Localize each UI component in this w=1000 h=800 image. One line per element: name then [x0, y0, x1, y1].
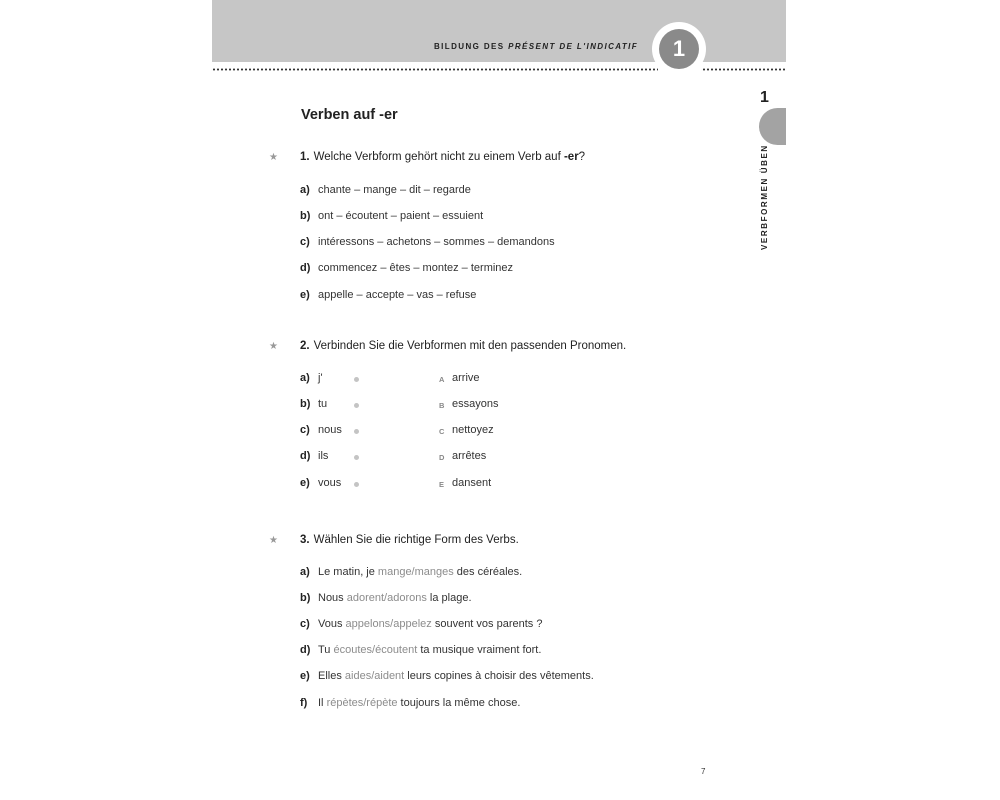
match-verb-form: nettoyez	[452, 424, 494, 436]
page-number: 7	[701, 767, 706, 776]
instruction-text: Verbinden Sie die Verbformen mit den passenden Pronomen.	[313, 340, 627, 352]
pronoun: ils	[318, 450, 329, 462]
dotted-divider-left	[212, 68, 658, 71]
match-connector-dot[interactable]	[354, 429, 359, 434]
verb-choice[interactable]: aides/aident	[344, 670, 405, 682]
instruction-bold: -er	[563, 151, 579, 163]
exercise-number: 3.	[300, 534, 310, 546]
item-label: b)	[300, 398, 311, 410]
verb-choice[interactable]: adorent/adorons	[346, 592, 427, 604]
item-label: d)	[300, 262, 311, 274]
match-connector-dot[interactable]	[354, 403, 359, 408]
verb-choice[interactable]: appelons/appelez	[345, 618, 432, 630]
verb-choice[interactable]: écoutes/écoutent	[333, 644, 418, 656]
difficulty-star-icon: ★	[269, 341, 278, 352]
match-left-item	[300, 398, 327, 410]
item-label: a)	[300, 184, 310, 196]
sentence-end: la plage.	[426, 592, 472, 604]
exercise-3-item	[300, 697, 520, 709]
match-left-item	[300, 477, 341, 489]
sentence-start: Il	[318, 697, 327, 709]
match-left-item	[300, 424, 342, 436]
sentence-end: toujours la même chose.	[397, 697, 521, 709]
exercise-3-item	[300, 618, 542, 630]
match-letter: E	[439, 480, 445, 489]
exercise-2-instruction	[300, 340, 626, 352]
item-text: chante – mange – dit – regarde	[318, 184, 471, 196]
item-label: e)	[300, 670, 310, 682]
item-label: a)	[300, 566, 310, 578]
item-label: c)	[300, 618, 310, 630]
sentence-end: des céréales.	[453, 566, 523, 578]
item-label: f)	[300, 697, 308, 709]
exercise-1-instruction	[300, 151, 585, 163]
side-tab-label-text: VERBFORMEN ÜBEN	[760, 144, 769, 250]
side-tab-number: 1	[760, 89, 769, 106]
chapter-title	[434, 42, 638, 51]
sentence-start: Le matin, je	[318, 566, 378, 578]
side-tab-marker	[759, 108, 786, 145]
verb-choice[interactable]: répètes/répète	[326, 697, 398, 709]
sentence-start: Vous	[318, 618, 346, 630]
difficulty-star-icon: ★	[269, 152, 278, 163]
item-text: ont – écoutent – paient – essuient	[318, 210, 484, 222]
section-title: Verben auf -er	[301, 107, 398, 123]
match-verb-form: dansent	[452, 477, 492, 489]
chapter-title-plain: BILDUNG DES	[434, 42, 509, 51]
instruction-end: ?	[578, 151, 586, 163]
match-letter: D	[439, 453, 445, 462]
exercise-3-item	[300, 566, 522, 578]
exercise-1-item	[300, 289, 476, 301]
chapter-badge: 1	[659, 29, 699, 69]
item-label: c)	[300, 236, 310, 248]
match-connector-dot[interactable]	[354, 377, 359, 382]
exercise-3-instruction	[300, 534, 519, 546]
item-label: d)	[300, 450, 311, 462]
exercise-1-item	[300, 210, 483, 222]
item-label: a)	[300, 372, 310, 384]
difficulty-star-icon: ★	[269, 535, 278, 546]
item-label: b)	[300, 210, 311, 222]
match-letter: B	[439, 401, 445, 410]
sentence-start: Tu	[318, 644, 334, 656]
exercise-3-item	[300, 670, 594, 682]
exercise-1-item	[300, 262, 513, 274]
pronoun: nous	[318, 424, 342, 436]
dotted-divider-right	[702, 68, 786, 71]
side-tab-label	[760, 144, 772, 250]
item-text: appelle – accepte – vas – refuse	[318, 289, 477, 301]
exercise-1-item	[300, 236, 555, 248]
item-label: d)	[300, 644, 311, 656]
item-text: commencez – êtes – montez – terminez	[318, 262, 514, 274]
instruction-text: Welche Verbform gehört nicht zu einem Verb auf	[313, 151, 564, 163]
sentence-start: Nous	[318, 592, 347, 604]
sentence-start: Elles	[318, 670, 345, 682]
match-letter: A	[439, 375, 445, 384]
pronoun: vous	[318, 477, 342, 489]
match-verb-form: arrêtes	[452, 450, 487, 462]
match-connector-dot[interactable]	[354, 482, 359, 487]
sentence-end: souvent vos parents ?	[431, 618, 543, 630]
item-label: e)	[300, 477, 310, 489]
exercise-3-item	[300, 592, 472, 604]
sentence-end: ta musique vraiment fort.	[417, 644, 542, 656]
pronoun: tu	[318, 398, 328, 410]
verb-choice[interactable]: mange/manges	[377, 566, 454, 578]
item-text: intéressons – achetons – sommes – demandons	[318, 236, 555, 248]
item-label: b)	[300, 592, 311, 604]
match-letter: C	[439, 427, 445, 436]
match-connector-dot[interactable]	[354, 455, 359, 460]
item-label: c)	[300, 424, 310, 436]
exercise-3-item	[300, 644, 541, 656]
exercise-number: 2.	[300, 340, 310, 352]
sentence-end: leurs copines à choisir des vêtements.	[404, 670, 594, 682]
chapter-title-italic: PRÉSENT DE L'INDICATIF	[508, 42, 639, 51]
match-verb-form: arrive	[452, 372, 480, 384]
exercise-1-item	[300, 184, 471, 196]
match-left-item	[300, 450, 328, 462]
item-label: e)	[300, 289, 310, 301]
match-left-item	[300, 372, 323, 384]
match-verb-form: essayons	[452, 398, 499, 410]
instruction-text: Wählen Sie die richtige Form des Verbs.	[313, 534, 519, 546]
exercise-number: 1.	[300, 151, 310, 163]
pronoun: j'	[318, 372, 323, 384]
